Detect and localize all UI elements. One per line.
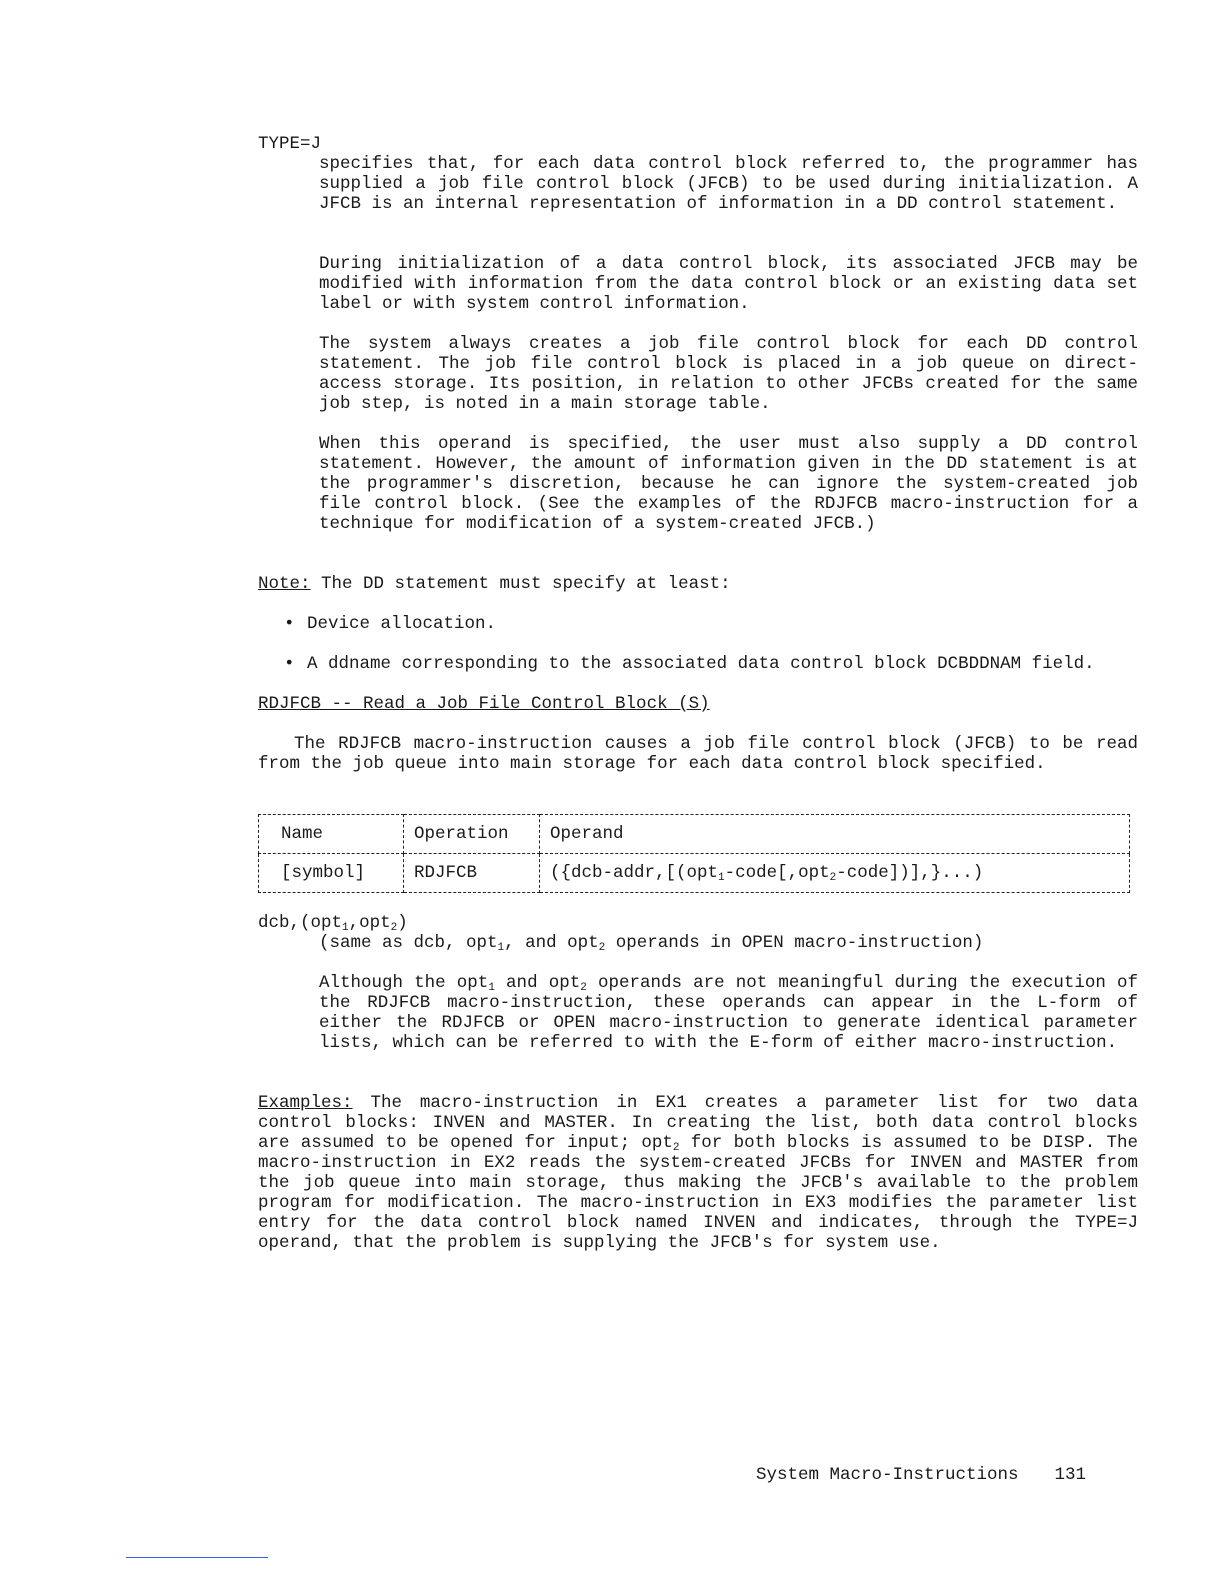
type-j-para-3: When this operand is specified, the user must also supply a DD control statement. However, the amount of information given in the DD statement is at the programmer's discretion, because he can ignore the system-created job file control block. (See the examples of the RDJFCB macro-instruction for a technique for modification of a system-created JFCB.): [319, 434, 1138, 534]
note-paragraph: [258, 574, 1138, 594]
section-heading-rdjfcb: RDJFCB -- Read a Job File Control Block (S): [258, 694, 710, 714]
type-j-definition: specifies that, for each data control block referred to, the programmer has supplied a job file control block (JFCB) to be used during initialization. A JFCB is an internal representation of information in a DD control statement.: [319, 154, 1138, 214]
type-j-para-1: During initialization of a data control block, its associated JFCB may be modified with information from the data control block or an existing data set label or with system control information.: [319, 254, 1138, 314]
syntax-table: [258, 814, 1130, 893]
examples-label: Examples:: [258, 1093, 353, 1113]
term-type-j: TYPE=J: [258, 134, 322, 154]
dcb-opt-description: (same as dcb, opt$_1$, and opt$_2$ operands in OPEN macro-instruction): [319, 933, 984, 954]
note-bullet-list: [258, 614, 1138, 674]
scan-edge-divider: [126, 1557, 268, 1558]
footer-title: System Macro-Instructions: [756, 1465, 1019, 1485]
note-label: Note:: [258, 574, 311, 594]
table-row: [259, 854, 1130, 893]
dcb-opt-paragraph: Although the opt$_1$ and opt$_2$ operands are not meaningful during the execution of the RDJFCB macro-instruction, these operands can appear in the L-form of either the RDJFCB or OPEN macro-instruction to generate identical parameter lists, which can be referred to with the E-form of either macro-instruction.: [319, 973, 1139, 1053]
examples-paragraph: Examples: The macro-instruction in EX1 creates a parameter list for two data control blocks: INVEN and MASTER. In creating the list, both data control blocks are assumed to be opened for input; opt$_2$ for both blocks is assumed to be DISP. The macro-instruction in EX2 reads the system-created JFCBs for INVEN and MASTER from the job queue into main storage, thus making the JFCB's available to the problem program for modification. The macro-instruction in EX3 modifies the parameter list entry for the data control block named INVEN and indicates, through the TYPE=J operand, that the problem is supplying the JFCB's for system use.: [258, 1093, 1138, 1253]
column-header-operation: Operation: [404, 815, 540, 854]
note-text: The DD statement must specify at least:: [310, 574, 731, 594]
list-item: • A ddname corresponding to the associated data control block DCBDDNAM field.: [258, 654, 1138, 674]
rdjfcb-intro: The RDJFCB macro-instruction causes a job file control block (JFCB) to be read from the job queue into main storage for each data control block specified.: [258, 734, 1138, 774]
page-footer: [756, 1465, 1086, 1485]
column-header-operand: Operand: [540, 815, 1130, 854]
column-header-name: Name: [259, 815, 404, 854]
document-page: [258, 134, 1138, 1253]
term-dcb-opt: dcb,(opt$_1$,opt$_2$): [258, 913, 408, 934]
table-header-row: [259, 815, 1130, 854]
cell-operation: RDJFCB: [404, 854, 540, 893]
page-number: 131: [1054, 1465, 1087, 1485]
cell-operand: ({dcb-addr,[(opt$_1$-code[,opt$_2$-code])],}...): [540, 854, 1130, 893]
list-item: • Device allocation.: [258, 614, 1138, 634]
cell-name: [symbol]: [259, 854, 404, 893]
type-j-para-2: The system always creates a job file control block for each DD control statement. The job file control block is placed in a job queue on direct-access storage. Its position, in relation to other JFCBs created for the same job step, is noted in a main storage table.: [319, 334, 1138, 414]
